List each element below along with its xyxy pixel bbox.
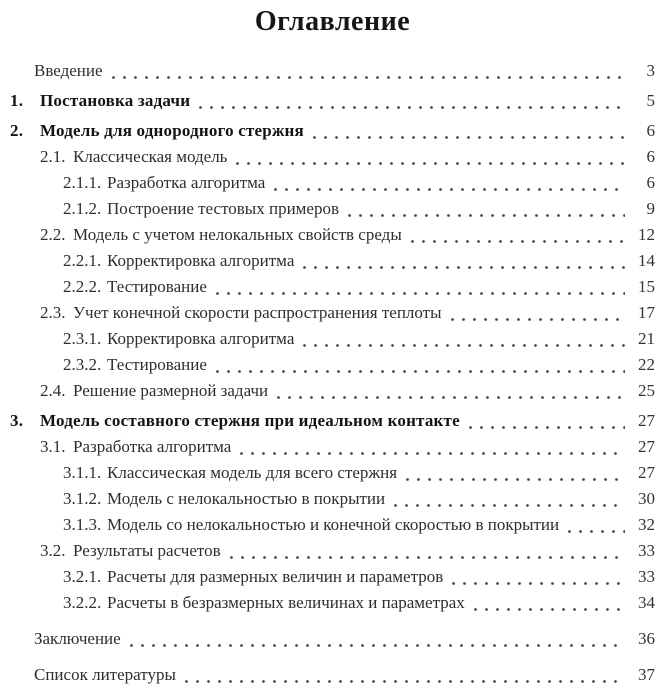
entry-number: 3.1.3. — [63, 515, 102, 534]
toc-entry[interactable] — [10, 144, 655, 170]
dot-leader — [214, 352, 625, 378]
entry-page: 34 — [638, 593, 655, 612]
dot-leader — [311, 118, 625, 144]
toc-entry[interactable] — [10, 58, 655, 84]
entry-number: 3.2.1. — [63, 567, 102, 586]
entry-label: Результаты расчетов — [73, 541, 221, 560]
dot-leader — [128, 626, 625, 652]
entry-page: 6 — [646, 121, 655, 140]
dot-leader — [214, 274, 625, 300]
dot-leader — [566, 512, 625, 538]
dot-leader — [272, 170, 625, 196]
page-title: Оглавление — [254, 6, 411, 37]
entry-number: 2.1. — [40, 147, 66, 166]
entry-number: 3.1.2. — [63, 489, 102, 508]
entry-page: 6 — [646, 173, 655, 192]
entry-label: Введение — [34, 61, 103, 80]
dot-leader — [301, 248, 625, 274]
dot-leader — [450, 564, 625, 590]
entry-page: 27 — [638, 463, 655, 482]
entry-label: Классическая модель — [73, 147, 228, 166]
entry-number: 2.3. — [40, 303, 66, 322]
toc-entry[interactable] — [10, 512, 655, 538]
entry-label: Учет конечной скорости распространения теплоты — [73, 303, 442, 322]
entry-number: 2.2.2. — [63, 277, 102, 296]
entry-page: 3 — [646, 61, 655, 80]
dot-leader — [110, 58, 625, 84]
entry-page: 22 — [638, 355, 655, 374]
toc-entry[interactable] — [10, 486, 655, 512]
entry-page: 21 — [638, 329, 655, 348]
dot-leader — [472, 590, 625, 616]
entry-page: 36 — [638, 629, 655, 648]
entry-page: 32 — [638, 515, 655, 534]
entry-label: Модель с учетом нелокальных свойств среды — [73, 225, 402, 244]
dot-leader — [392, 486, 625, 512]
entry-label: Постановка задачи — [40, 91, 191, 110]
entry-number: 2.4. — [40, 381, 66, 400]
entry-label: Решение размерной задачи — [73, 381, 269, 400]
entry-number: 2.2.1. — [63, 251, 102, 270]
entry-label: Корректировка алгоритма — [107, 329, 295, 348]
toc-entry[interactable] — [10, 300, 655, 326]
toc-entry[interactable] — [10, 352, 655, 378]
entry-number: 2.3.1. — [63, 329, 102, 348]
dot-leader — [404, 460, 625, 486]
toc-entry[interactable] — [10, 538, 655, 564]
toc-entry[interactable] — [10, 662, 655, 688]
entry-label: Заключение — [34, 629, 121, 648]
entry-label: Классическая модель для всего стержня — [107, 463, 398, 482]
entry-page: 14 — [638, 251, 655, 270]
dot-leader — [228, 538, 625, 564]
dot-leader — [238, 434, 625, 460]
entry-page: 6 — [646, 147, 655, 166]
toc-entry[interactable] — [10, 434, 655, 460]
entry-label: Корректировка алгоритма — [107, 251, 295, 270]
entry-page: 5 — [646, 91, 655, 110]
entry-number: 3.2. — [40, 541, 66, 560]
entry-number: 3.1. — [40, 437, 66, 456]
entry-page: 15 — [638, 277, 655, 296]
entry-number: 1. — [10, 91, 24, 110]
dot-leader — [346, 196, 625, 222]
entry-number: 2.2. — [40, 225, 66, 244]
entry-number: 3.1.1. — [63, 463, 102, 482]
entry-page: 12 — [638, 225, 655, 244]
toc-entry[interactable] — [10, 564, 655, 590]
dot-leader — [409, 222, 625, 248]
toc-entry[interactable] — [10, 88, 655, 114]
toc-entry[interactable] — [10, 626, 655, 652]
entry-page: 17 — [638, 303, 655, 322]
toc-entry[interactable] — [10, 460, 655, 486]
entry-label: Расчеты в безразмерных величинах и параметрах — [107, 593, 465, 612]
entry-label: Список литературы — [34, 665, 176, 684]
dot-leader — [301, 326, 625, 352]
dot-leader — [183, 662, 625, 688]
toc-entry[interactable] — [10, 222, 655, 248]
toc-entry[interactable] — [10, 590, 655, 616]
toc-entry[interactable] — [10, 274, 655, 300]
entry-page: 33 — [638, 567, 655, 586]
entry-label: Разработка алгоритма — [73, 437, 232, 456]
toc-list — [10, 58, 655, 688]
entry-label: Тестирование — [107, 277, 207, 296]
dot-leader — [234, 144, 625, 170]
entry-label: Разработка алгоритма — [107, 173, 266, 192]
entry-number: 2.1.1. — [63, 173, 102, 192]
entry-label: Модель с нелокальностью в покрытии — [107, 489, 386, 508]
dot-leader — [197, 88, 625, 114]
entry-page: 9 — [646, 199, 655, 218]
entry-label: Модель для однородного стержня — [40, 121, 304, 140]
toc-entry[interactable] — [10, 118, 655, 144]
entry-label: Расчеты для размерных величин и параметров — [107, 567, 444, 586]
entry-number: 3.2.2. — [63, 593, 102, 612]
dot-leader — [449, 300, 625, 326]
dot-leader — [275, 378, 625, 404]
toc-entry[interactable] — [10, 196, 655, 222]
entry-label: Построение тестовых примеров — [107, 199, 339, 218]
entry-label: Модель составного стержня при идеальном контакте — [40, 411, 460, 430]
entry-page: 27 — [638, 411, 655, 430]
entry-number: 2. — [10, 121, 24, 140]
entry-page: 30 — [638, 489, 655, 508]
toc-entry[interactable] — [10, 326, 655, 352]
toc-entry[interactable] — [10, 378, 655, 404]
toc-entry[interactable] — [10, 170, 655, 196]
entry-label: Тестирование — [107, 355, 207, 374]
entry-page: 33 — [638, 541, 655, 560]
entry-number: 3. — [10, 411, 24, 430]
entry-number: 2.1.2. — [63, 199, 102, 218]
entry-page: 25 — [638, 381, 655, 400]
entry-label: Модель со нелокальностью и конечной скоростью в покрытии — [107, 515, 560, 534]
entry-page: 37 — [638, 665, 655, 684]
dot-leader — [467, 408, 625, 434]
entry-number: 2.3.2. — [63, 355, 102, 374]
toc-entry[interactable] — [10, 248, 655, 274]
entry-page: 27 — [638, 437, 655, 456]
toc-entry[interactable] — [10, 408, 655, 434]
